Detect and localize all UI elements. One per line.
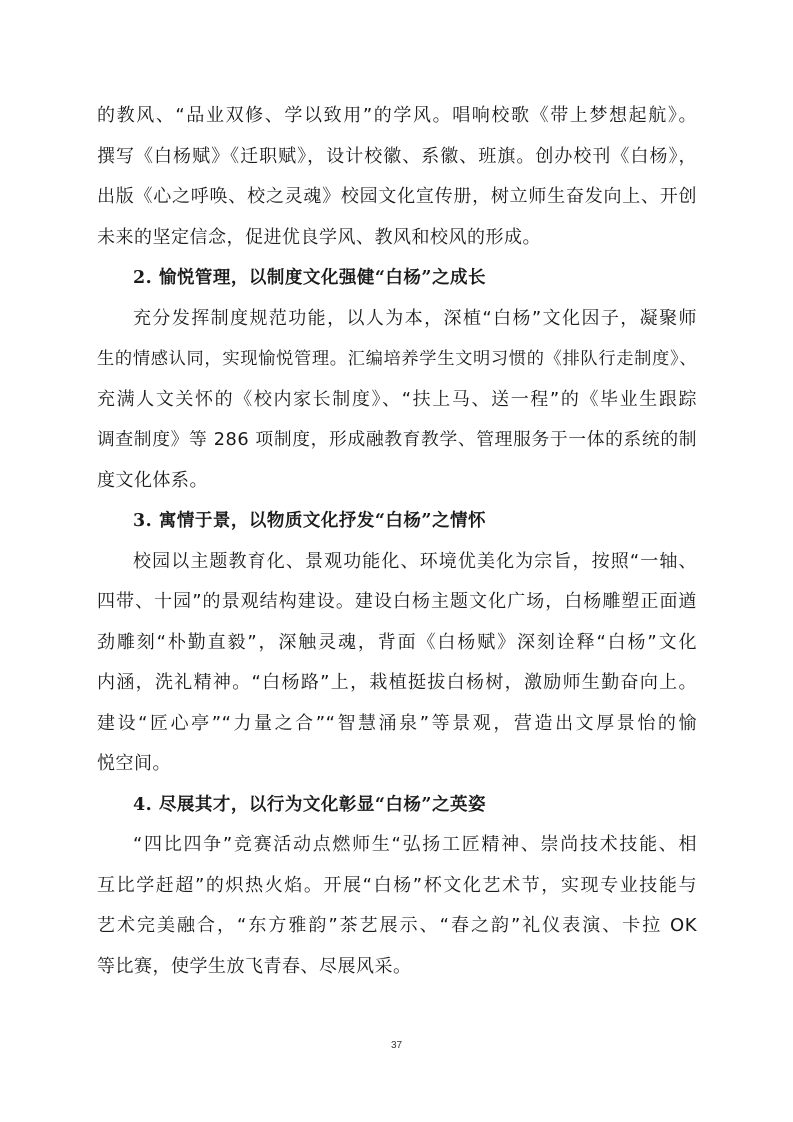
page-body <box>97 96 697 987</box>
text-line: 校园以主题教育化、景观功能化、环境优美化为宗旨，按照“一轴、 <box>133 550 697 572</box>
text-line: 悦空间。 <box>97 753 171 774</box>
section-heading: 4. 尽展其才，以行为文化彰显“白杨”之英姿 <box>133 794 486 815</box>
text-line: 的教风、“品业双修、学以致用”的学风。唱响校歌《带上梦想起航》。 <box>97 105 697 126</box>
text-line: 建设“匠心亭”“力量之合”“智慧涌泉”等景观，营造出文厚景怡的愉 <box>97 712 697 734</box>
text-line: 劲雕刻“朴勤直毅”，深触灵魂，背面《白杨赋》深刻诠释“白杨”文化 <box>97 631 697 653</box>
text-line: 四带、十园”的景观结构建设。建设白杨主题文化广场，白杨雕塑正面遒 <box>97 591 697 612</box>
text-line: 度文化体系。 <box>97 469 208 491</box>
text-line: 艺术完美融合，“东方雅韵”茶艺展示、“春之韵”礼仪表演、卡拉 OK <box>97 915 697 936</box>
text-line: 未来的坚定信念，促进优良学风、教风和校风的形成。 <box>97 226 541 248</box>
text-line: 生的情感认同，实现愉悦管理。汇编培养学生文明习惯的《排队行走制度》、 <box>97 349 697 369</box>
text-line: 互比学赶超”的炽热火焰。开展“白杨”杯文化艺术节，实现专业技能与 <box>97 874 697 896</box>
section-heading: 3. 寓情于景，以物质文化抒发“白杨”之情怀 <box>133 511 486 531</box>
text-line: 撰写《白杨赋》《迁职赋》，设计校徽、系徽、班旗。创办校刊《白杨》， <box>97 145 697 167</box>
text-line: 等比赛，使学生放飞青春、尽展风采。 <box>97 955 412 977</box>
page-number: 37 <box>390 1040 403 1051</box>
text-line: “四比四争”竞赛活动点燃师生“弘扬工匠精神、崇尚技术技能、相 <box>133 834 697 855</box>
text-line: 内涵，洗礼精神。“白杨路”上，栽植挺拔白杨树，激励师生勤奋向上。 <box>97 672 697 693</box>
text-line: 充分发挥制度规范功能，以人为本，深植“白杨”文化因子，凝聚师 <box>133 307 697 329</box>
text-line: 调查制度》等 286 项制度，形成融教育教学、管理服务于一体的系统的制 <box>97 430 697 450</box>
section-heading: 2. 愉悦管理，以制度文化强健“白杨”之成长 <box>133 268 486 288</box>
text-line: 出版《心之呼唤、校之灵魂》校园文化宣传册，树立师生奋发向上、开创 <box>97 186 697 207</box>
text-line: 充满人文关怀的《校内家长制度》、“扶上马、送一程”的《毕业生跟踪 <box>97 388 697 410</box>
